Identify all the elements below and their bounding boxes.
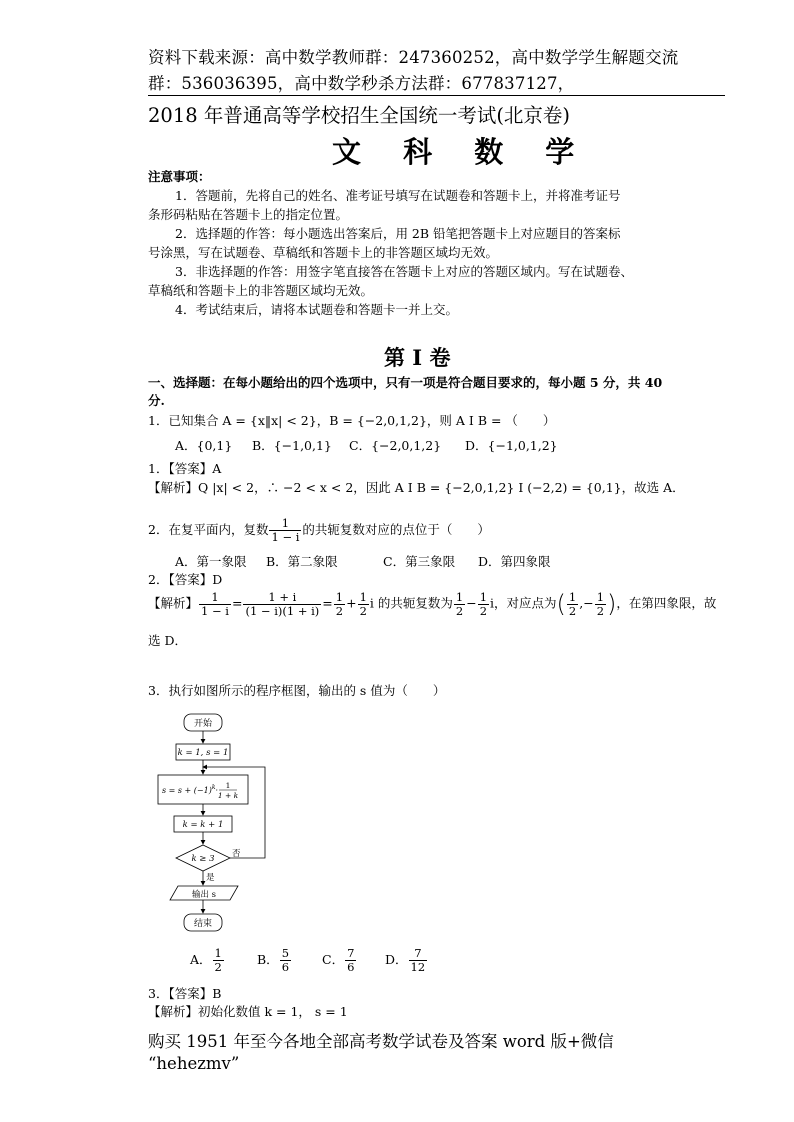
notice-line: 4．考试结束后，请将本试题卷和答题卡一并上交。	[175, 302, 458, 317]
q3-option-b: B． $\frac{5}{6}$	[257, 946, 290, 974]
notice-line: 条形码粘贴在答题卡上的指定位置。	[148, 207, 349, 222]
q2-option-b: B．第二象限	[266, 554, 338, 569]
q2-stem: 2．在复平面内，复数 $\frac{1}{1 - i}$ 的共轭复数对应的点位于（ ）	[148, 516, 490, 544]
q2-option-a: A．第一象限	[175, 554, 247, 569]
q1-answer: 1．【答案】A	[148, 461, 222, 476]
header-line-2: 群：536036395，高中数学秒杀方法群：677837127，	[148, 74, 575, 93]
notice-line: 1．答题前，先将自己的姓名、准考证号填写在试题卷和答题卡上，并将准考证号	[175, 188, 621, 203]
flow-incr-label: k = k + 1	[182, 820, 224, 830]
q2-option-c: C．第三象限	[383, 554, 456, 569]
notice-line: 号涂黑，写在试题卷、草稿纸和答题卡上的非答题区域均无效。	[148, 245, 499, 260]
flow-output-label: 输出 s	[191, 890, 217, 900]
part-heading-line-1: 一、选择题：在每小题给出的四个选项中，只有一项是符合题目要求的，每小题 5 分，共 40	[148, 375, 663, 390]
footer-line-1: 购买 1951 年至今各地全部高考数学试卷及答案 word 版+微信	[148, 1032, 614, 1051]
subject-title: 文 科 数 学	[332, 135, 591, 169]
flow-start-label: 开始	[193, 719, 213, 729]
q3-answer: 3．【答案】B	[148, 986, 222, 1001]
part-heading-line-2: 分.	[148, 393, 165, 408]
flow-no-label: 否	[232, 849, 241, 859]
flow-init-label: k = 1, s = 1	[177, 748, 229, 758]
q3-analysis: 【解析】初始化数值 k = 1， s = 1	[148, 1004, 348, 1019]
q1-option-a: A．{0,1}	[175, 438, 233, 453]
q2-analysis-end: 选 D．	[148, 633, 187, 648]
q2-option-d: D．第四象限	[478, 554, 551, 569]
q2-answer: 2．【答案】D	[148, 572, 223, 587]
flow-end-label: 结束	[193, 919, 213, 929]
flow-update-den: 1 + k	[217, 791, 239, 800]
flow-decision-label: k ≥ 3	[191, 854, 215, 864]
footer-line-2: “hehezmv”	[148, 1054, 240, 1073]
header-line-1: 资料下载来源：高中数学教师群：247360252，高中数学学生解题交流	[148, 48, 679, 67]
flow-update-num: 1	[225, 781, 231, 790]
q1-option-d: D．{−1,0,1,2}	[465, 438, 558, 453]
q1-option-b: B．{−1,0,1}	[252, 438, 332, 453]
exam-title: 2018 年普通高等学校招生全国统一考试(北京卷)	[148, 104, 571, 127]
notice-line: 2．选择题的作答：每小题选出答案后，用 2B 铅笔把答题卡上对应题目的答案标	[175, 226, 621, 241]
notice-line: 草稿纸和答题卡上的非答题区域均无效。	[148, 283, 374, 298]
q2-fraction: $\frac{1}{1 - i}$	[271, 516, 300, 544]
notice-line: 3．非选择题的作答：用签字笔直接答在答题卡上对应的答题区域内。写在试题卷、	[175, 264, 633, 279]
q2-analysis: 【解析】 $\frac{1}{1 - i}$ = $\frac{1 + i}{(1 - i)(1 + i)}$ = $\frac{1}{2}$ + $\frac{1}{2}$ i 的共轭复数为 $\frac{1}{2}$ − $\frac{1}{2}$ i，对应点为( $\frac{1}{2}$ ,− $\frac{1}{2}$ )，在第四象限，故	[148, 589, 717, 618]
section-title: 第 I 卷	[384, 345, 451, 370]
flowchart	[148, 700, 308, 945]
q1-option-c: C．{−2,0,1,2}	[349, 438, 442, 453]
flow-yes-label: 是	[206, 873, 215, 883]
q1-analysis: 【解析】Q |x| < 2，∴ −2 < x < 2，因此 A I B = {−2,0,1,2} I (−2,2) = {0,1}，故选 A．	[148, 480, 685, 495]
notice-heading: 注意事项：	[148, 169, 211, 184]
q3-option-d: D． $\frac{7}{12}$	[385, 946, 426, 974]
q3-stem: 3．执行如图所示的程序框图，输出的 s 值为（ ）	[148, 683, 446, 698]
q3-option-a: A． $\frac{1}{2}$	[190, 946, 222, 974]
q1-stem: 1．已知集合 A = {x‖x| < 2}，B = {−2,0,1,2}，则 A I B = （ ）	[148, 413, 556, 428]
flow-update-label: $s = s + (-1)^k\cdot$	[162, 784, 219, 795]
q3-option-c: C． $\frac{7}{6}$	[322, 946, 355, 974]
header-rule	[148, 95, 725, 96]
